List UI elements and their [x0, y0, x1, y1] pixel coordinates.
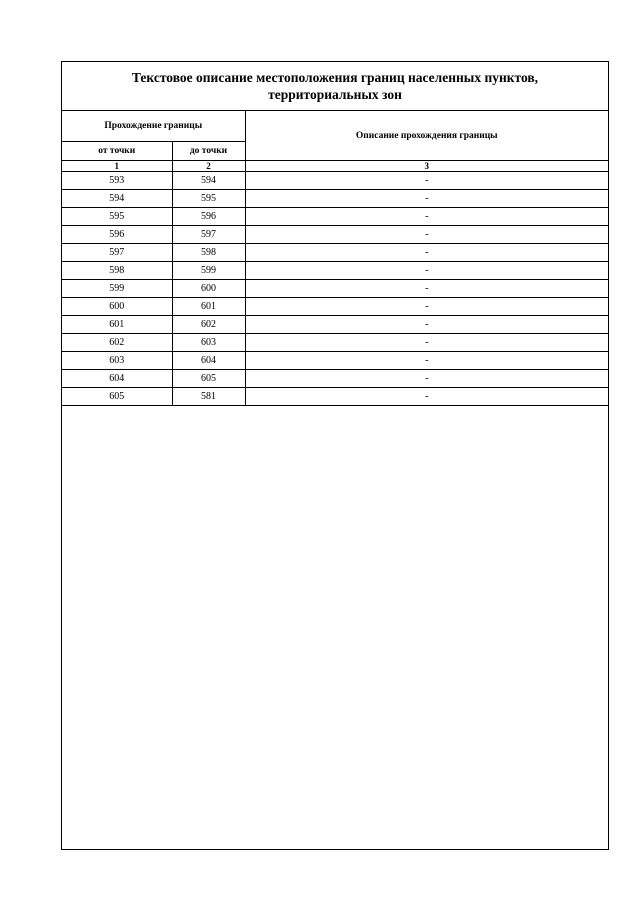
- cell-description: -: [245, 316, 608, 334]
- cell-from: 604: [62, 370, 172, 388]
- document-title: [62, 62, 608, 111]
- table-row: [62, 334, 608, 352]
- cell-description: -: [245, 388, 608, 406]
- cell-to: 605: [172, 370, 245, 388]
- table-row: [62, 316, 608, 334]
- cell-to: 603: [172, 334, 245, 352]
- cell-description: -: [245, 262, 608, 280]
- header-from-point: от точки: [62, 142, 172, 161]
- title-line-1: Текстовое описание местоположения границ населенных пунктов,: [131, 70, 539, 85]
- header-description: Описание прохождения границы: [245, 111, 608, 161]
- cell-from: 599: [62, 280, 172, 298]
- document-frame: [61, 61, 609, 850]
- cell-from: 597: [62, 244, 172, 262]
- cell-to: 595: [172, 190, 245, 208]
- table-row: [62, 370, 608, 388]
- cell-to: 601: [172, 298, 245, 316]
- title-line-2: территориальных зон: [268, 87, 402, 102]
- table-row: [62, 208, 608, 226]
- table-row: [62, 244, 608, 262]
- table-row: [62, 226, 608, 244]
- header-col-number-3: 3: [245, 161, 608, 172]
- cell-from: 602: [62, 334, 172, 352]
- table-row: [62, 388, 608, 406]
- cell-to: 581: [172, 388, 245, 406]
- cell-to: 597: [172, 226, 245, 244]
- cell-description: -: [245, 208, 608, 226]
- cell-to: 604: [172, 352, 245, 370]
- header-col-number-2: 2: [172, 161, 245, 172]
- cell-from: 605: [62, 388, 172, 406]
- table-row: [62, 298, 608, 316]
- cell-description: -: [245, 352, 608, 370]
- cell-from: 601: [62, 316, 172, 334]
- cell-from: 595: [62, 208, 172, 226]
- header-col-number-1: 1: [62, 161, 172, 172]
- cell-from: 594: [62, 190, 172, 208]
- cell-from: 596: [62, 226, 172, 244]
- header-to-point: до точки: [172, 142, 245, 161]
- table-row: [62, 280, 608, 298]
- cell-description: -: [245, 298, 608, 316]
- cell-description: -: [245, 280, 608, 298]
- cell-to: 594: [172, 172, 245, 190]
- cell-description: -: [245, 334, 608, 352]
- cell-description: -: [245, 172, 608, 190]
- table-row: [62, 262, 608, 280]
- cell-from: 598: [62, 262, 172, 280]
- cell-description: -: [245, 244, 608, 262]
- table-row: [62, 172, 608, 190]
- cell-description: -: [245, 226, 608, 244]
- cell-description: -: [245, 370, 608, 388]
- boundary-table: [62, 110, 608, 406]
- cell-to: 600: [172, 280, 245, 298]
- cell-to: 602: [172, 316, 245, 334]
- cell-from: 593: [62, 172, 172, 190]
- cell-from: 600: [62, 298, 172, 316]
- table-row: [62, 190, 608, 208]
- table-row: [62, 352, 608, 370]
- cell-to: 596: [172, 208, 245, 226]
- cell-to: 599: [172, 262, 245, 280]
- cell-to: 598: [172, 244, 245, 262]
- cell-description: -: [245, 190, 608, 208]
- cell-from: 603: [62, 352, 172, 370]
- header-boundary-passage: Прохождение границы: [62, 111, 245, 142]
